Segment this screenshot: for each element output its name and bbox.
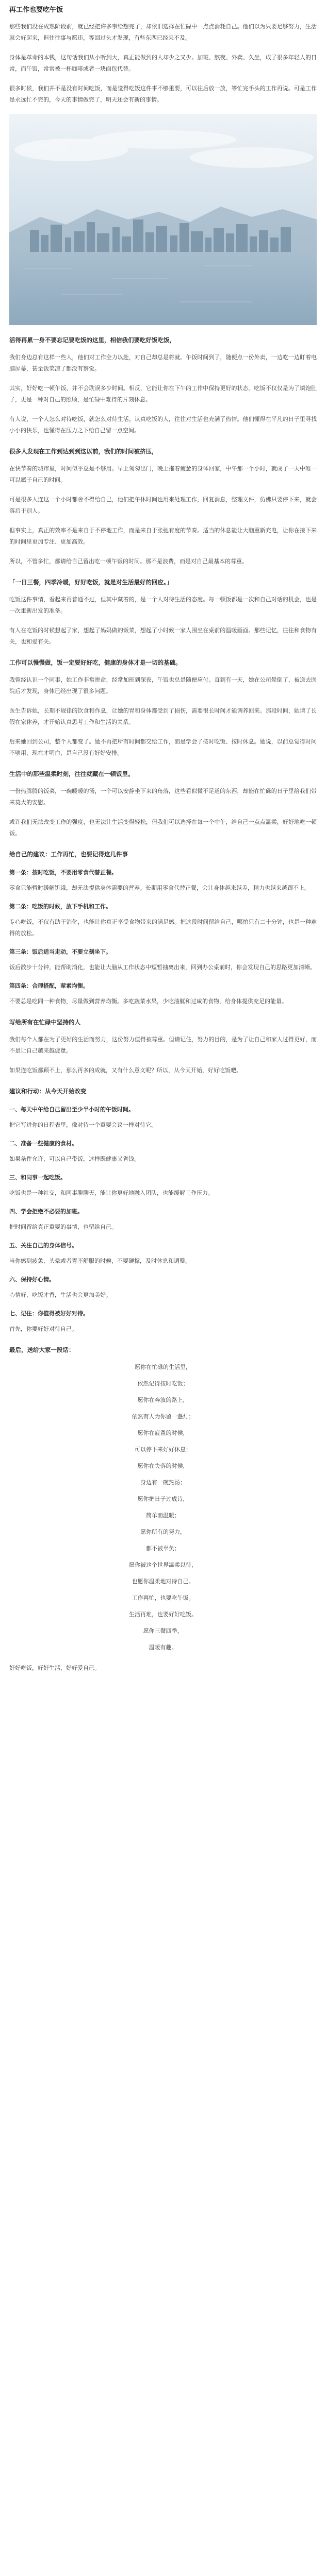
poem-line: 依然记得按时吃饭； xyxy=(137,1380,189,1387)
tip-body: 如果条件允许，可以自己带饭，这样既健康又省钱。 xyxy=(9,1156,140,1162)
poem-line: 也愿你温柔地对待自己。 xyxy=(132,1578,194,1585)
body-paragraph: 吃饭这件事情，看起来再普通不过，但其中藏着的，是一个人对待生活的态度。每一顿饭都是一次和自己对话的机会，也是一次重新出发的准备。 xyxy=(9,596,317,614)
poem-line: 愿你三餐四季， xyxy=(143,1628,183,1634)
list-item-body: 饭后散步十分钟，能帮助消化，也能让大脑从工作状态中短暂抽离出来，回到办公桌前时，你会发现自己的思路更加清晰。 xyxy=(9,964,316,971)
poem-line: 依然有人为你留一盏灯； xyxy=(132,1413,194,1420)
article-title: 再工作也要吃午饭 xyxy=(9,6,63,14)
section-heading: 工作可以慢慢做，饭一定要好好吃，健康的身体才是一切的基础。 xyxy=(9,659,182,666)
section-heading: 生活中的那些温柔时刻，往往就藏在一顿饭里。 xyxy=(9,770,134,777)
poem-line: 愿你把日子过成诗， xyxy=(137,1496,189,1502)
tip-body: 把时间留给真正重要的事情，也留给自己。 xyxy=(9,1224,117,1230)
poem-line: 都不被辜负； xyxy=(146,1545,180,1552)
tips-heading: 建议和行动：从今天开始改变 xyxy=(9,1088,87,1095)
poem-line: 愿你在忙碌的生活里， xyxy=(135,1364,191,1370)
section-heading: 给自己的建议：工作再忙，也要记得这几件事 xyxy=(9,851,128,858)
list-item-body: 专心吃饭，不仅有助于消化，也能让你真正享受食物带来的满足感。把这段时间留给自己，哪怕只有二十分钟，也是一种难得的放松。 xyxy=(9,919,317,937)
tip-title: 六、保持好心情。 xyxy=(9,1276,55,1283)
section-heading: 活得再累一身不要忘记要吃饭的这里，相信我们要吃好饭吃饭， xyxy=(9,336,175,344)
list-item-title: 第一条：按时吃饭，不要用零食代替正餐。 xyxy=(9,869,117,876)
hero-image-cityscape xyxy=(9,114,317,325)
poem-line: 简单而温暖； xyxy=(146,1512,180,1519)
poem-line: 愿你在奔波的路上， xyxy=(137,1397,189,1403)
body-paragraph: 我曾经认识一个同事，她工作非常拼命，经常加班到深夜，午饭也总是随便应付。直到有一天，她在公司晕倒了，被送去医院后才发现，身体已经出现了很多问题。 xyxy=(9,676,317,694)
body-paragraph: 我们身边总有这样一些人，他们对工作全力以赴，对自己却总是将就。午饭时间到了，随便点一份外卖，一边吃一边盯着电脑屏幕，甚至饭菜凉了都没有察觉。 xyxy=(9,354,317,372)
closing-heading: 最后，送给大家一段话： xyxy=(9,1346,75,1353)
intro-paragraph: 身体是革命的本钱，这句话我们从小听到大，真正能做到的人却少之又少。加班、熬夜、外卖、久坐，成了很多年轻人的日常，而午饭，常常被一杯咖啡或者一块面包代替。 xyxy=(9,54,317,72)
body-paragraph: 所以，不管多忙，都请给自己留出吃一顿午饭的时间。那不是浪费，而是对自己最基本的尊重。 xyxy=(9,558,248,565)
tip-title: 四、学会拒绝不必要的加班。 xyxy=(9,1208,83,1215)
body-paragraph: 在快节奏的城市里，时间似乎总是不够用。早上匆匆出门，晚上拖着疲惫的身体回家，中午那一个小时，就成了一天中唯一可以属于自己的时间。 xyxy=(9,465,317,483)
body-paragraph: 可是很多人连这一个小时都舍不得给自己，他们把午休时间也用来处理工作，回复消息，整理文件，仿佛只要停下来，就会落后于别人。 xyxy=(9,496,317,514)
body-paragraph: 其实，好好吃一顿午饭，并不会耽误多少时间。相反，它能让你在下午的工作中保持更好的状态。吃饭不仅仅是为了填饱肚子，更是一种对自己的照顾，是忙碌中难得的片刻休息。 xyxy=(9,385,317,403)
poem-line: 愿你在失落的时候， xyxy=(137,1463,189,1469)
poem-line: 愿你被这个世界温柔以待， xyxy=(129,1562,197,1568)
intro-paragraph: 很多时候，我们并不是没有时间吃饭，而是觉得吃饭这件事不够重要，可以往后放一放，等忙完手头的工作再说。可是工作是永远忙不完的，今天的事情做完了，明天还会有新的事情。 xyxy=(9,85,317,103)
list-item-body: 零食只能暂时缓解饥饿，却无法提供身体需要的营养。长期用零食代替正餐，会让身体越来越差，精力也越来越跟不上。 xyxy=(9,885,310,891)
tip-body: 把它写进你的日程表里，像对待一个重要会议一样对待它。 xyxy=(9,1122,157,1128)
poem-line: 工作再忙，也要吃午饭。 xyxy=(132,1595,194,1601)
footer-text: 好好吃饭，好好生活，好好爱自己。 xyxy=(9,1665,100,1671)
tip-body: 吃饭也是一种社交，和同事聊聊天，能让你更好地融入团队，也能缓解工作压力。 xyxy=(9,1190,214,1196)
tip-title: 七、记住：你值得被好好对待。 xyxy=(9,1310,89,1317)
tip-body: 心情好，吃饭才香，生活也会更加美好。 xyxy=(9,1292,111,1298)
numbered-list xyxy=(9,867,317,1007)
poem-line: 身边有一碗热汤； xyxy=(140,1479,186,1486)
body-paragraph: 或许我们无法改变工作的强度，也无法让生活变得轻松，但我们可以选择在每一个中午，给自己一点点温柔，好好地吃一顿饭。 xyxy=(9,819,317,837)
tip-title: 一、每天中午给自己留出至少半小时的午饭时间。 xyxy=(9,1106,134,1113)
tip-title: 二、准备一些健康的食材。 xyxy=(9,1140,77,1147)
quote-heading: 「一日三餐，四季冷暖，好好吃饭，就是对生活最好的回应。」 xyxy=(9,579,173,586)
list-item-title: 第三条：饭后适当走动，不要立刻坐下。 xyxy=(9,948,111,955)
list-item-title: 第二条：吃饭的时候，放下手机和工作。 xyxy=(9,903,111,910)
body-paragraph: 我们每个人都在为了更好的生活而努力，这份努力值得被尊重。但请记住，努力的目的，是为了让自己和家人过得更好，而不是让自己越来越疲惫。 xyxy=(9,1036,317,1054)
tip-title: 三、和同事一起吃饭。 xyxy=(9,1174,66,1181)
section-heading: 很多人发现在工作到达到到这以前，我们的时间被挤压， xyxy=(9,448,158,455)
body-paragraph: 但事实上，真正的效率不是来自于不停地工作，而是来自于张弛有度的节奏。适当的休息能让大脑重新充电，让你在接下来的时间里更加专注、更加高效。 xyxy=(9,527,317,545)
poem-line: 愿你所有的努力， xyxy=(140,1529,186,1535)
tip-body: 首先，你要好好对待自己。 xyxy=(9,1326,77,1332)
intro-section xyxy=(9,21,317,106)
body-paragraph: 有人说，一个人怎么对待吃饭，就怎么对待生活。认真吃饭的人，往往对生活也充满了热情。他们懂得在平凡的日子里寻找小小的快乐，也懂得在压力之下给自己留一点空间。 xyxy=(9,416,317,434)
body-paragraph: 如果连吃饭都顾不上，那么再多的成就，又有什么意义呢？所以，从今天开始，好好吃饭吧。 xyxy=(9,1067,242,1074)
section-heading: 写给所有在忙碌中坚持的人 xyxy=(9,1019,80,1026)
poem-line: 温暖有趣。 xyxy=(149,1644,177,1651)
body-paragraph: 有人在吃饭的时候想起了家，想起了妈妈做的饭菜，想起了小时候一家人围坐在桌前的温暖画面。那些记忆，往往和食物有关，也和爱有关。 xyxy=(9,627,317,645)
poem-line: 可以停下来好好休息； xyxy=(135,1446,191,1453)
tip-title: 五、关注自己的身体信号。 xyxy=(9,1242,77,1249)
body-paragraph: 医生告诉她，长期不规律的饮食和作息，让她的胃和身体都受到了损伤，需要很长时间才能调养回来。那段时间，她请了长假在家休养，才开始认真思考工作和生活的关系。 xyxy=(9,707,317,725)
body-paragraph: 后来她回到公司，整个人都变了。她不再把所有时间都交给工作，而是学会了按时吃饭、按时休息。她说，以前总觉得时间不够用，现在才明白，是自己没有好好安排。 xyxy=(9,738,317,756)
poem-line: 生活再难，也要好好吃饭。 xyxy=(129,1611,197,1618)
list-item-title: 第四条：合理搭配，荤素均衡。 xyxy=(9,982,89,989)
intro-paragraph: 那些我们没在成熟阶段前，就已经把许多事给想完了，却依旧选择在忙碌中一点点消耗自己。他们以为只要足够努力，生活就会好起来，但往往事与愿违，等回过头才发现，有些东西已经来不及。 xyxy=(9,23,317,41)
list-item-body: 不要总是吃同一种食物，尽量做到营养均衡。多吃蔬菜水果，少吃油腻和过咸的食物，给身体提供充足的能量。 xyxy=(9,998,287,1005)
tips-list xyxy=(9,1104,317,1335)
poem-line: 愿你在疲惫的时候， xyxy=(137,1430,189,1436)
closing-poem xyxy=(9,1362,317,1653)
cityscape-illustration xyxy=(9,114,317,325)
tip-body: 当你感到疲惫、头晕或者胃不舒服的时候，不要硬撑，及时休息和调整。 xyxy=(9,1258,191,1264)
body-paragraph: 一份热腾腾的饭菜，一碗暖暖的汤，一个可以安静坐下来的角落，这些看似微不足道的东西，却能在忙碌的日子里给我们带来莫大的安慰。 xyxy=(9,788,317,806)
